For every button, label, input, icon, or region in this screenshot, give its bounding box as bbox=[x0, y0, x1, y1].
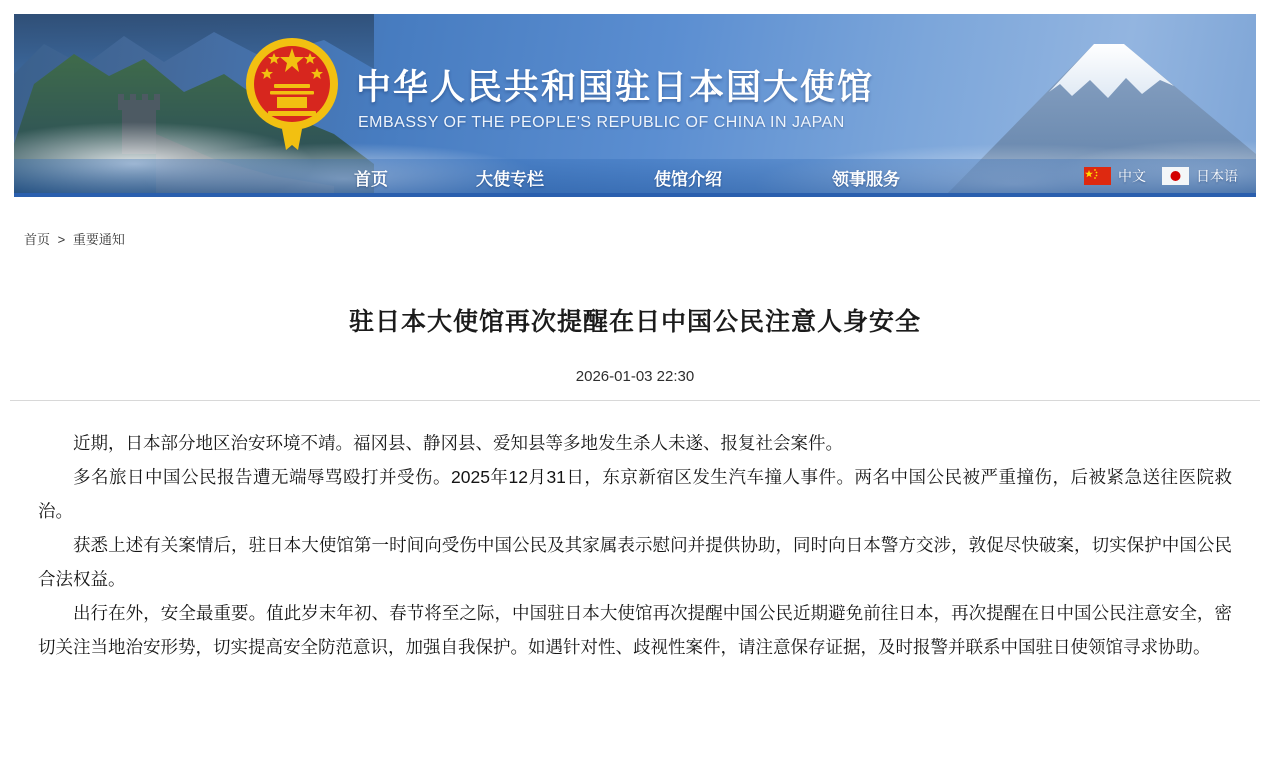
nav-item-embassy-introduction[interactable]: 使馆介绍 bbox=[654, 170, 722, 189]
paragraph: 出行在外，安全最重要。值此岁末年初、春节将至之际，中国驻日本大使馆再次提醒中国公民近期避免前往日本，再次提醒在日中国公民注意安全，密切关注当地治安形势，切实提高安全防范意识，加强自我保护。如遇针对性、歧视性案件，请注意保存证据，及时报警并联系中国驻日使领馆寻求协助。 bbox=[38, 603, 1232, 657]
lang-japanese-link[interactable] bbox=[1162, 166, 1238, 186]
china-flag-icon bbox=[1084, 167, 1111, 185]
article-body bbox=[38, 426, 1232, 664]
lang-japanese-label: 日本语 bbox=[1196, 168, 1238, 184]
paragraph: 近期，日本部分地区治安环境不靖。福冈县、静冈县、爱知县等多地发生杀人未遂、报复社会案件。 bbox=[73, 433, 843, 453]
language-switcher bbox=[1076, 166, 1238, 186]
site-title-english: EMBASSY OF THE PEOPLE'S REPUBLIC OF CHINA IN JAPAN bbox=[358, 114, 845, 131]
title-divider bbox=[10, 400, 1260, 401]
japan-flag-icon bbox=[1162, 167, 1189, 185]
site-title-chinese: 中华人民共和国驻日本国大使馆 bbox=[356, 68, 875, 107]
article-date: 2026-01-03 22:30 bbox=[575, 368, 695, 385]
site-banner bbox=[14, 14, 1256, 197]
lang-chinese-link[interactable] bbox=[1084, 166, 1146, 186]
breadcrumb-home-link[interactable]: 首页 bbox=[24, 232, 51, 247]
article-title: 驻日本大使馆再次提醒在日中国公民注意人身安全 bbox=[348, 308, 921, 336]
breadcrumb bbox=[24, 229, 1270, 248]
main-navigation bbox=[14, 159, 1256, 197]
paragraph: 多名旅日中国公民报告遭无端辱骂殴打并受伤。2025年12月31日，东京新宿区发生汽车撞人事件。两名中国公民被严重撞伤，后被紧急送往医院救治。 bbox=[38, 467, 1232, 521]
nav-item-consular-services[interactable]: 领事服务 bbox=[832, 170, 900, 189]
paragraph: 获悉上述有关案情后，驻日本大使馆第一时间向受伤中国公民及其家属表示慰问并提供协助，同时向日本警方交涉，敦促尽快破案，切实保护中国公民合法权益。 bbox=[38, 535, 1232, 589]
lang-chinese-label: 中文 bbox=[1118, 168, 1146, 184]
breadcrumb-separator: > bbox=[57, 232, 66, 247]
nav-item-ambassador-column[interactable]: 大使专栏 bbox=[476, 170, 544, 189]
national-emblem bbox=[244, 32, 340, 160]
nav-item-home[interactable]: 首页 bbox=[354, 170, 388, 189]
breadcrumb-current-link[interactable]: 重要通知 bbox=[72, 232, 125, 247]
